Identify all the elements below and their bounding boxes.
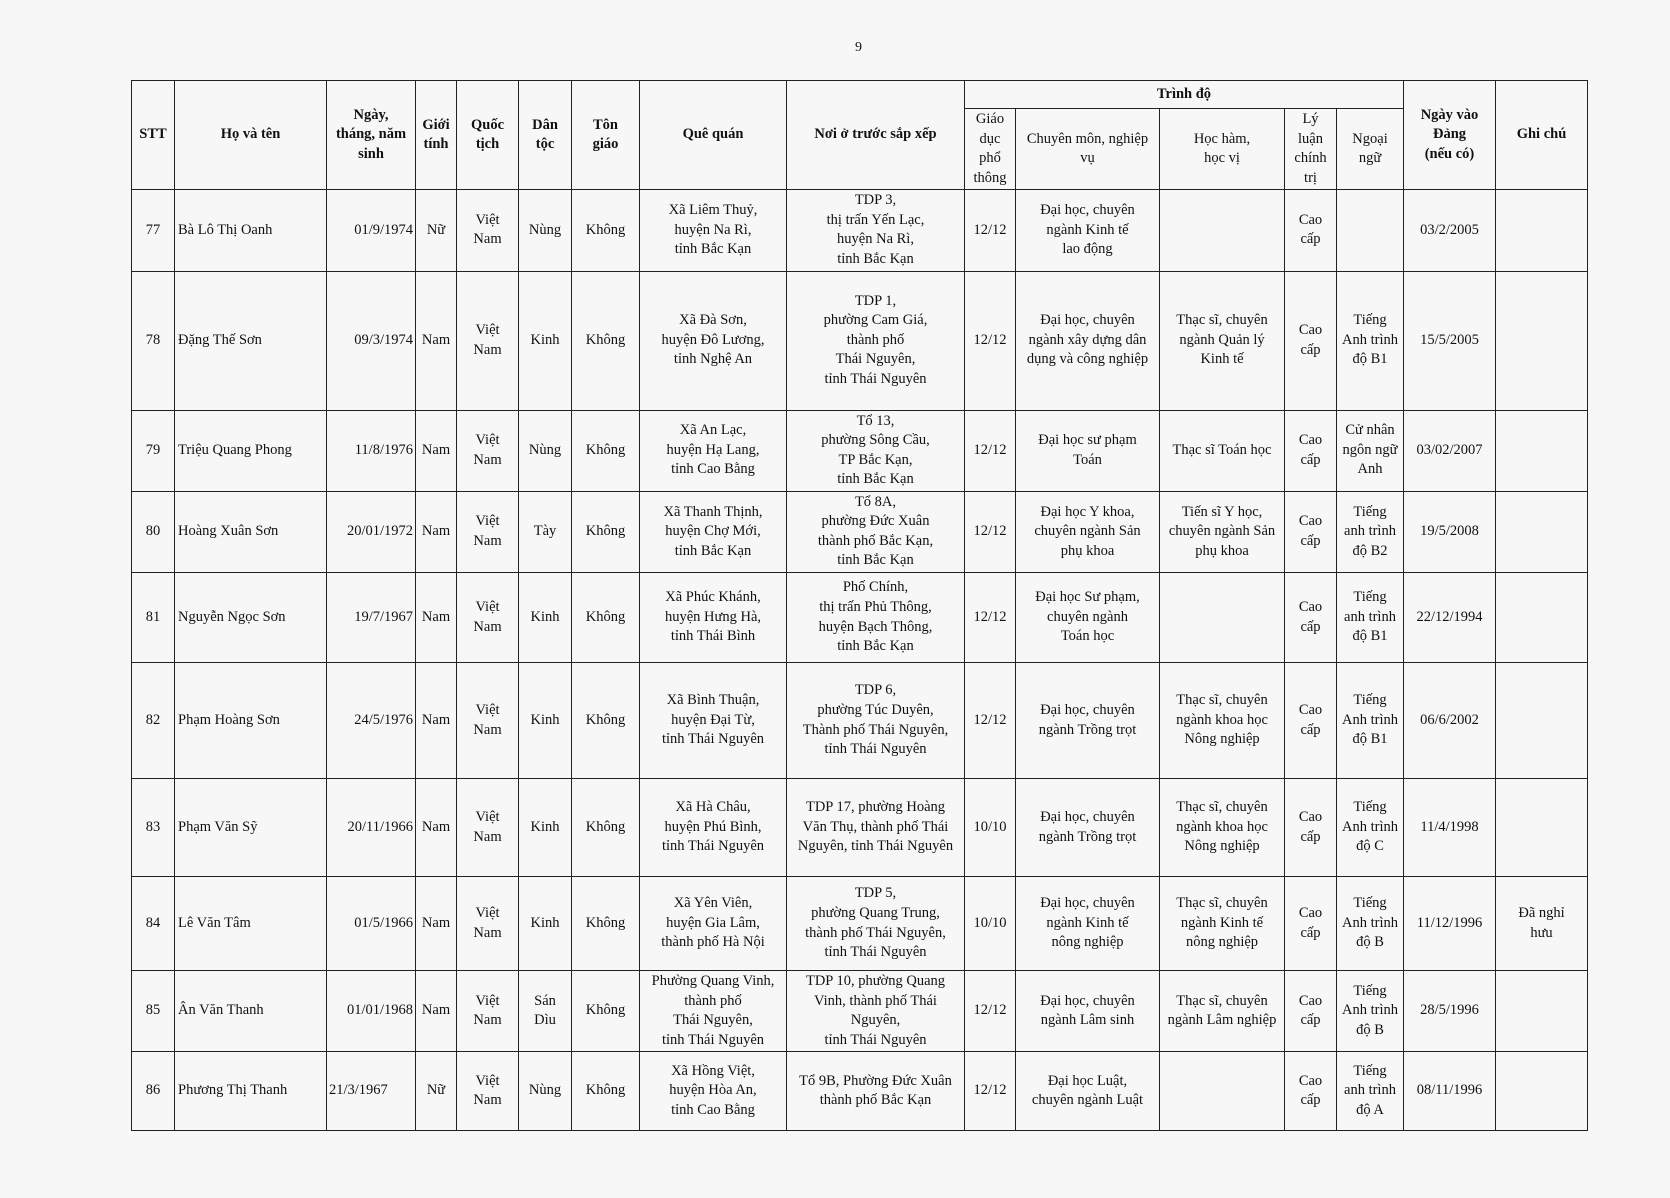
cell-general-edu: 12/12: [965, 271, 1016, 410]
header-hometown: Quê quán: [640, 81, 787, 190]
cell-residence: Tổ 13, phường Sông Cầu, TP Bắc Kạn, tỉnh Bắc Kạn: [787, 410, 965, 491]
cell-dob: 20/11/1966: [327, 779, 416, 877]
cell-dob: 20/01/1972: [327, 491, 416, 572]
cell-stt: 85: [132, 971, 175, 1052]
cell-residence: TDP 1, phường Cam Giá, thành phố Thái Nguyên, tỉnh Thái Nguyên: [787, 271, 965, 410]
cell-name: Nguyễn Ngọc Sơn: [175, 573, 327, 663]
cell-residence: TDP 3, thị trấn Yến Lạc, huyện Na Rì, tỉnh Bắc Kạn: [787, 190, 965, 271]
cell-ethnicity: Tày: [519, 491, 572, 572]
header-specialty: Chuyên môn, nghiệp vụ: [1016, 109, 1160, 190]
cell-party-date: 19/5/2008: [1404, 491, 1496, 572]
cell-stt: 84: [132, 877, 175, 971]
cell-politics: Cao cấp: [1285, 663, 1337, 779]
table-row: [132, 410, 1588, 491]
cell-party-date: 03/2/2005: [1404, 190, 1496, 271]
cell-stt: 77: [132, 190, 175, 271]
cell-hometown: Xã Yên Viên, huyện Gia Lâm, thành phố Hà Nội: [640, 877, 787, 971]
cell-dob: 01/9/1974: [327, 190, 416, 271]
cell-gender: Nam: [416, 877, 457, 971]
cell-general-edu: 12/12: [965, 1052, 1016, 1131]
cell-gender: Nam: [416, 271, 457, 410]
cell-degree: Thạc sĩ, chuyên ngành Kinh tế nông nghiệp: [1160, 877, 1285, 971]
cell-degree: Thạc sĩ, chuyên ngành Lâm nghiệp: [1160, 971, 1285, 1052]
cell-gender: Nam: [416, 573, 457, 663]
cell-party-date: 15/5/2005: [1404, 271, 1496, 410]
table-row: [132, 971, 1588, 1052]
table-row: [132, 573, 1588, 663]
cell-notes: [1496, 410, 1588, 491]
cell-name: Lê Văn Tâm: [175, 877, 327, 971]
cell-general-edu: 12/12: [965, 190, 1016, 271]
cell-ethnicity: Nùng: [519, 410, 572, 491]
header-party-date: Ngày vào Đảng (nếu có): [1404, 81, 1496, 190]
cell-ethnicity: Nùng: [519, 1052, 572, 1131]
cell-dob: 01/5/1966: [327, 877, 416, 971]
header-residence: Nơi ở trước sắp xếp: [787, 81, 965, 190]
table-row: [132, 491, 1588, 572]
cell-ethnicity: Sán Dìu: [519, 971, 572, 1052]
cell-notes: [1496, 271, 1588, 410]
cell-language: [1337, 190, 1404, 271]
cell-nationality: Việt Nam: [457, 491, 519, 572]
cell-specialty: Đại học Sư phạm, chuyên ngành Toán học: [1016, 573, 1160, 663]
header-religion: Tôn giáo: [572, 81, 640, 190]
cell-specialty: Đại học, chuyên ngành Trồng trọt: [1016, 779, 1160, 877]
cell-notes: [1496, 190, 1588, 271]
cell-notes: [1496, 491, 1588, 572]
cell-religion: Không: [572, 271, 640, 410]
cell-specialty: Đại học Luật, chuyên ngành Luật: [1016, 1052, 1160, 1131]
cell-stt: 86: [132, 1052, 175, 1131]
cell-nationality: Việt Nam: [457, 971, 519, 1052]
cell-residence: Phố Chính, thị trấn Phủ Thông, huyện Bạch Thông, tỉnh Bắc Kạn: [787, 573, 965, 663]
cell-hometown: Xã An Lạc, huyện Hạ Lang, tỉnh Cao Bằng: [640, 410, 787, 491]
cell-stt: 82: [132, 663, 175, 779]
cell-nationality: Việt Nam: [457, 1052, 519, 1131]
cell-religion: Không: [572, 410, 640, 491]
cell-general-edu: 12/12: [965, 971, 1016, 1052]
cell-party-date: 28/5/1996: [1404, 971, 1496, 1052]
cell-politics: Cao cấp: [1285, 491, 1337, 572]
cell-notes: Đã nghỉ hưu: [1496, 877, 1588, 971]
cell-gender: Nam: [416, 491, 457, 572]
cell-politics: Cao cấp: [1285, 190, 1337, 271]
cell-nationality: Việt Nam: [457, 779, 519, 877]
cell-party-date: 08/11/1996: [1404, 1052, 1496, 1131]
cell-language: Tiếng Anh trình độ B1: [1337, 271, 1404, 410]
table-row: [132, 779, 1588, 877]
cell-dob: 09/3/1974: [327, 271, 416, 410]
cell-language: Cử nhân ngôn ngữ Anh: [1337, 410, 1404, 491]
cell-degree: Thạc sĩ, chuyên ngành khoa học Nông nghiệp: [1160, 779, 1285, 877]
cell-dob: 19/7/1967: [327, 573, 416, 663]
cell-name: Hoàng Xuân Sơn: [175, 491, 327, 572]
cell-language: Tiếng anh trình độ A: [1337, 1052, 1404, 1131]
cell-residence: TDP 6, phường Túc Duyên, Thành phố Thái Nguyên, tỉnh Thái Nguyên: [787, 663, 965, 779]
cell-residence: TDP 5, phường Quang Trung, thành phố Thái Nguyên, tỉnh Thái Nguyên: [787, 877, 965, 971]
cell-name: Đặng Thế Sơn: [175, 271, 327, 410]
cell-politics: Cao cấp: [1285, 971, 1337, 1052]
cell-specialty: Đại học, chuyên ngành Lâm sinh: [1016, 971, 1160, 1052]
cell-ethnicity: Nùng: [519, 190, 572, 271]
cell-nationality: Việt Nam: [457, 271, 519, 410]
header-nationality: Quốc tịch: [457, 81, 519, 190]
cell-religion: Không: [572, 573, 640, 663]
cell-residence: Tổ 8A, phường Đức Xuân thành phố Bắc Kạn, tỉnh Bắc Kạn: [787, 491, 965, 572]
cell-degree: Thạc sĩ Toán học: [1160, 410, 1285, 491]
cell-religion: Không: [572, 971, 640, 1052]
cell-general-edu: 12/12: [965, 491, 1016, 572]
cell-stt: 79: [132, 410, 175, 491]
cell-party-date: 22/12/1994: [1404, 573, 1496, 663]
cell-name: Phương Thị Thanh: [175, 1052, 327, 1131]
table-row: [132, 271, 1588, 410]
cell-nationality: Việt Nam: [457, 663, 519, 779]
cell-dob: 21/3/1967: [327, 1052, 416, 1131]
page-number: 9: [855, 40, 862, 55]
cell-nationality: Việt Nam: [457, 877, 519, 971]
header-general-edu: Giáo dục phổ thông: [965, 109, 1016, 190]
cell-degree: Thạc sĩ, chuyên ngành khoa học Nông nghiệp: [1160, 663, 1285, 779]
cell-hometown: Xã Đà Sơn, huyện Đô Lương, tỉnh Nghệ An: [640, 271, 787, 410]
cell-degree: [1160, 190, 1285, 271]
header-qualification: Trình độ: [965, 81, 1404, 109]
cell-name: Phạm Văn Sỹ: [175, 779, 327, 877]
cell-party-date: 11/4/1998: [1404, 779, 1496, 877]
cell-gender: Nam: [416, 779, 457, 877]
header-stt: STT: [132, 81, 175, 190]
cell-gender: Nữ: [416, 190, 457, 271]
cell-general-edu: 10/10: [965, 877, 1016, 971]
cell-notes: [1496, 1052, 1588, 1131]
cell-nationality: Việt Nam: [457, 573, 519, 663]
cell-religion: Không: [572, 877, 640, 971]
cell-dob: 24/5/1976: [327, 663, 416, 779]
cell-religion: Không: [572, 1052, 640, 1131]
cell-hometown: Xã Hồng Việt, huyện Hòa An, tỉnh Cao Bằng: [640, 1052, 787, 1131]
cell-specialty: Đại học, chuyên ngành Kinh tế lao động: [1016, 190, 1160, 271]
table-row: [132, 190, 1588, 271]
cell-degree: Tiến sĩ Y học, chuyên ngành Sản phụ khoa: [1160, 491, 1285, 572]
cell-language: Tiếng Anh trình độ C: [1337, 779, 1404, 877]
cell-politics: Cao cấp: [1285, 410, 1337, 491]
cell-party-date: 03/02/2007: [1404, 410, 1496, 491]
cell-name: Triệu Quang Phong: [175, 410, 327, 491]
cell-name: Ân Văn Thanh: [175, 971, 327, 1052]
cell-politics: Cao cấp: [1285, 779, 1337, 877]
cell-religion: Không: [572, 190, 640, 271]
cell-general-edu: 12/12: [965, 573, 1016, 663]
cell-religion: Không: [572, 663, 640, 779]
table-row: [132, 1052, 1588, 1131]
cell-religion: Không: [572, 491, 640, 572]
cell-stt: 81: [132, 573, 175, 663]
cell-hometown: Xã Thanh Thịnh, huyện Chợ Mới, tỉnh Bắc Kạn: [640, 491, 787, 572]
cell-gender: Nam: [416, 410, 457, 491]
cell-language: Tiếng Anh trình độ B: [1337, 971, 1404, 1052]
cell-notes: [1496, 971, 1588, 1052]
cell-language: Tiếng anh trình độ B1: [1337, 573, 1404, 663]
cell-stt: 80: [132, 491, 175, 572]
cell-degree: [1160, 573, 1285, 663]
cell-residence: Tổ 9B, Phường Đức Xuân thành phố Bắc Kạn: [787, 1052, 965, 1131]
cell-nationality: Việt Nam: [457, 410, 519, 491]
cell-politics: Cao cấp: [1285, 271, 1337, 410]
cell-name: Bà Lô Thị Oanh: [175, 190, 327, 271]
cell-ethnicity: Kinh: [519, 573, 572, 663]
cell-name: Phạm Hoàng Sơn: [175, 663, 327, 779]
cell-politics: Cao cấp: [1285, 573, 1337, 663]
cell-stt: 83: [132, 779, 175, 877]
cell-nationality: Việt Nam: [457, 190, 519, 271]
header-degree: Học hàm, học vị: [1160, 109, 1285, 190]
personnel-table: [131, 80, 1588, 1131]
cell-language: Tiếng Anh trình độ B: [1337, 877, 1404, 971]
cell-specialty: Đại học, chuyên ngành Kinh tế nông nghiệp: [1016, 877, 1160, 971]
cell-residence: TDP 17, phường Hoàng Văn Thụ, thành phố Thái Nguyên, tỉnh Thái Nguyên: [787, 779, 965, 877]
header-name: Họ và tên: [175, 81, 327, 190]
cell-hometown: Xã Hà Châu, huyện Phú Bình, tỉnh Thái Nguyên: [640, 779, 787, 877]
cell-hometown: Xã Liêm Thuỷ, huyện Na Rì, tỉnh Bắc Kạn: [640, 190, 787, 271]
cell-specialty: Đại học sư phạm Toán: [1016, 410, 1160, 491]
cell-language: Tiếng anh trình độ B2: [1337, 491, 1404, 572]
cell-party-date: 11/12/1996: [1404, 877, 1496, 971]
header-ethnicity: Dân tộc: [519, 81, 572, 190]
cell-gender: Nữ: [416, 1052, 457, 1131]
cell-specialty: Đại học Y khoa, chuyên ngành Sản phụ khoa: [1016, 491, 1160, 572]
cell-gender: Nam: [416, 971, 457, 1052]
header-gender: Giới tính: [416, 81, 457, 190]
cell-general-edu: 12/12: [965, 410, 1016, 491]
cell-degree: Thạc sĩ, chuyên ngành Quản lý Kinh tế: [1160, 271, 1285, 410]
cell-gender: Nam: [416, 663, 457, 779]
header-dob: Ngày, tháng, năm sinh: [327, 81, 416, 190]
cell-general-edu: 10/10: [965, 779, 1016, 877]
cell-ethnicity: Kinh: [519, 779, 572, 877]
cell-stt: 78: [132, 271, 175, 410]
cell-degree: [1160, 1052, 1285, 1131]
header-politics: Lý luận chính trị: [1285, 109, 1337, 190]
cell-specialty: Đại học, chuyên ngành Trồng trọt: [1016, 663, 1160, 779]
cell-politics: Cao cấp: [1285, 1052, 1337, 1131]
cell-residence: TDP 10, phường Quang Vinh, thành phố Thái Nguyên, tỉnh Thái Nguyên: [787, 971, 965, 1052]
cell-hometown: Phường Quang Vinh, thành phố Thái Nguyên, tỉnh Thái Nguyên: [640, 971, 787, 1052]
table-row: [132, 663, 1588, 779]
cell-ethnicity: Kinh: [519, 877, 572, 971]
table-row: [132, 877, 1588, 971]
cell-notes: [1496, 573, 1588, 663]
header-notes: Ghi chú: [1496, 81, 1588, 190]
cell-ethnicity: Kinh: [519, 663, 572, 779]
cell-notes: [1496, 779, 1588, 877]
cell-notes: [1496, 663, 1588, 779]
cell-dob: 01/01/1968: [327, 971, 416, 1052]
cell-general-edu: 12/12: [965, 663, 1016, 779]
cell-dob: 11/8/1976: [327, 410, 416, 491]
cell-party-date: 06/6/2002: [1404, 663, 1496, 779]
header-language: Ngoại ngữ: [1337, 109, 1404, 190]
cell-politics: Cao cấp: [1285, 877, 1337, 971]
cell-specialty: Đại học, chuyên ngành xây dựng dân dụng và công nghiệp: [1016, 271, 1160, 410]
cell-hometown: Xã Bình Thuận, huyện Đại Từ, tỉnh Thái Nguyên: [640, 663, 787, 779]
cell-religion: Không: [572, 779, 640, 877]
cell-hometown: Xã Phúc Khánh, huyện Hưng Hà, tỉnh Thái Bình: [640, 573, 787, 663]
cell-ethnicity: Kinh: [519, 271, 572, 410]
cell-language: Tiếng Anh trình độ B1: [1337, 663, 1404, 779]
